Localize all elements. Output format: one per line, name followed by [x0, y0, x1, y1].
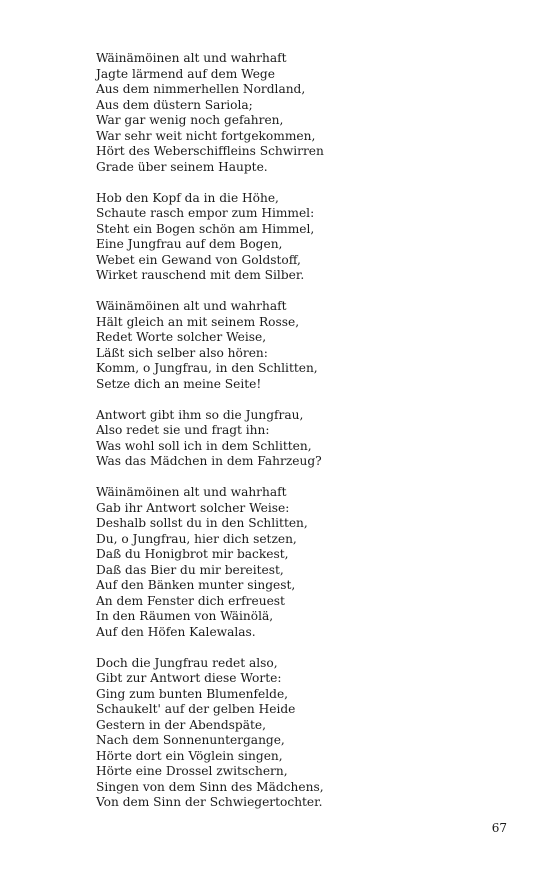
- poem-line: Was wohl soll ich in dem Schlitten,: [96, 438, 312, 453]
- poem-line: Wirket rauschend mit dem Silber.: [96, 268, 305, 282]
- poem-line: Schaukelt' auf der gelben Heide: [96, 702, 296, 716]
- poem-line: Steht ein Bogen schön am Himmel,: [96, 221, 315, 236]
- poem-line: Ging zum bunten Blumenfelde,: [96, 686, 289, 701]
- poem-line: Was das Mädchen in dem Fahrzeug?: [96, 454, 322, 468]
- poem-stanza: [96, 408, 516, 470]
- poem-stanza: [96, 191, 516, 284]
- poem-line: Wäinämöinen alt und wahrhaft: [96, 51, 287, 65]
- poem-line: Aus dem nimmerhellen Nordland,: [96, 82, 306, 96]
- poem-stanza: [96, 299, 516, 392]
- poem-line: Hob den Kopf da in die Höhe,: [96, 190, 279, 205]
- poem-line: Hält gleich an mit seinem Rosse,: [96, 314, 300, 329]
- poem-line: Auf den Höfen Kalewalas.: [96, 624, 256, 639]
- poem-line: Hört des Weberschiffleins Schwirren: [96, 144, 324, 158]
- poem-line: Eine Jungfrau auf dem Bogen,: [96, 237, 283, 251]
- poem-line: Gibt zur Antwort diese Worte:: [96, 671, 282, 685]
- poem-line: Antwort gibt ihm so die Jungfrau,: [96, 407, 304, 422]
- poem-line: Aus dem düstern Sariola;: [96, 97, 253, 112]
- poem-line: In den Räumen von Wäinölä,: [96, 609, 274, 623]
- poem-line: Redet Worte solcher Weise,: [96, 330, 267, 344]
- poem-line: Auf den Bänken munter singest,: [96, 578, 296, 592]
- poem-line: War sehr weit nicht fortgekommen,: [96, 128, 316, 143]
- poem-text: [96, 51, 516, 826]
- poem-stanza: [96, 51, 516, 175]
- poem-line: Hörte eine Drossel zwitschern,: [96, 764, 288, 778]
- poem-line: Also redet sie und fragt ihn:: [96, 423, 270, 437]
- poem-stanza: [96, 485, 516, 640]
- poem-line: Wäinämöinen alt und wahrhaft: [96, 299, 287, 313]
- poem-line: Wäinämöinen alt und wahrhaft: [96, 485, 287, 499]
- poem-line: Gestern in der Abendspäte,: [96, 717, 266, 732]
- poem-line: Deshalb sollst du in den Schlitten,: [96, 516, 308, 530]
- poem-line: Komm, o Jungfrau, in den Schlitten,: [96, 361, 318, 375]
- page-number: 67: [491, 821, 507, 835]
- poem-line: Webet ein Gewand von Goldstoff,: [96, 252, 301, 267]
- poem-line: Daß das Bier du mir bereitest,: [96, 562, 284, 577]
- poem-line: Daß du Honigbrot mir backest,: [96, 547, 289, 561]
- poem-line: Singen von dem Sinn des Mädchens,: [96, 779, 324, 794]
- poem-line: Du, o Jungfrau, hier dich setzen,: [96, 531, 297, 546]
- poem-line: Hörte dort ein Vöglein singen,: [96, 748, 283, 763]
- poem-line: Läßt sich selber also hören:: [96, 345, 268, 360]
- poem-stanza: [96, 656, 516, 811]
- poem-line: Doch die Jungfrau redet also,: [96, 655, 278, 670]
- poem-line: Gab ihr Antwort solcher Weise:: [96, 500, 290, 515]
- poem-line: War gar wenig noch gefahren,: [96, 113, 284, 127]
- poem-line: Nach dem Sonnenuntergange,: [96, 733, 285, 747]
- poem-line: Von dem Sinn der Schwiegertochter.: [96, 795, 323, 809]
- poem-line: An dem Fenster dich erfreuest: [96, 593, 285, 608]
- poem-line: Schaute rasch empor zum Himmel:: [96, 206, 315, 220]
- poem-line: Jagte lärmend auf dem Wege: [96, 66, 275, 81]
- poem-line: Grade über seinem Haupte.: [96, 159, 268, 174]
- poem-line: Setze dich an meine Seite!: [96, 376, 262, 391]
